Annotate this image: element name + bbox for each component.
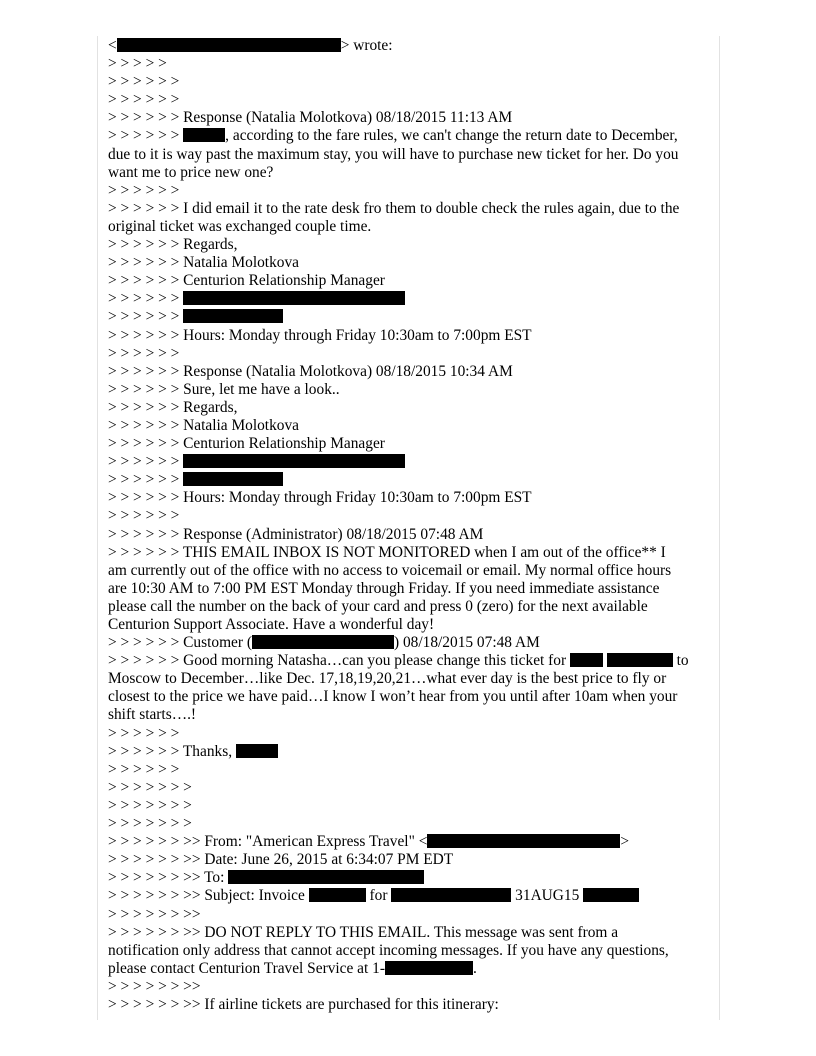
text-line [108, 381, 708, 399]
line-text: . [472, 959, 477, 977]
text-line [108, 200, 708, 218]
line-text: > > > > > > [108, 344, 180, 362]
line-text: please contact Centurion Travel Service at 1- [108, 959, 385, 977]
text-line [108, 37, 708, 55]
line-text: > > > > > > Good morning Natasha…can you please change this ticket for [108, 652, 570, 670]
text-line [108, 887, 708, 905]
line-text: want me to price new one? [108, 163, 274, 181]
redaction-block [309, 888, 366, 902]
text-line [108, 236, 708, 254]
text-line [108, 924, 708, 942]
line-text: for [365, 887, 392, 905]
text-line [108, 453, 708, 471]
text-line [108, 218, 708, 236]
line-text: < [108, 37, 117, 54]
text-line [108, 761, 708, 779]
line-text: > > > > > > [108, 290, 184, 308]
line-text: > > > > > > [108, 91, 180, 109]
line-text: > > > > > > Regards, [108, 398, 238, 416]
line-text: > > > > > > Response (Natalia Molotkova) 08/18/2015 11:13 AM [108, 109, 513, 127]
text-line [108, 562, 708, 580]
line-text: 31AUG15 [511, 887, 584, 905]
email-thread-body [108, 37, 708, 1014]
line-text: > > > > > > [108, 760, 180, 778]
text-line [108, 73, 708, 91]
text-line [108, 942, 708, 960]
redaction-block [252, 635, 394, 649]
line-text: > > > > > > >> DO NOT REPLY TO THIS EMAIL. This message was sent from a [108, 923, 619, 941]
line-text: original ticket was exchanged couple time. [108, 217, 372, 235]
text-line [108, 996, 708, 1014]
line-text: > > > > > > >> [108, 905, 201, 923]
text-line [108, 91, 708, 109]
line-text: please call the number on the back of your card and press 0 (zero) for the next available [108, 597, 648, 615]
line-text: > > > > > > [108, 308, 184, 326]
line-text: notification only address that cannot accept incoming messages. If you have any questions, [108, 941, 669, 959]
line-text: Centurion Support Associate. Have a wonderful day! [108, 616, 435, 633]
line-text: > wrote: [340, 37, 393, 54]
text-line [108, 290, 708, 308]
line-text: > > > > > > Natalia Molotkova [108, 254, 299, 272]
redaction-block [570, 653, 603, 667]
line-text: > > > > > > Natalia Molotkova [108, 416, 299, 434]
line-text: are 10:30 AM to 7:00 PM EST Monday through Friday. If you need immediate assistance [108, 579, 660, 597]
text-line [108, 526, 708, 544]
text-line [108, 254, 708, 272]
text-line [108, 471, 708, 489]
text-line [108, 670, 708, 688]
line-text: > > > > > > THIS EMAIL INBOX IS NOT MONITORED when I am out of the office** I [108, 543, 666, 561]
line-text: > > > > > > > [108, 778, 192, 796]
text-line [108, 616, 708, 634]
text-line [108, 363, 708, 381]
text-line [108, 345, 708, 363]
text-line [108, 743, 708, 761]
redaction-block [183, 128, 225, 142]
line-text: > > > > > > [108, 471, 184, 489]
redaction-block [427, 834, 620, 848]
line-text: > > > > > > > [108, 796, 192, 814]
redaction-block [228, 870, 424, 884]
redaction-block [183, 309, 283, 323]
line-text: > > > > > > >> Subject: Invoice [108, 887, 309, 905]
text-line [108, 978, 708, 996]
line-text: > > > > > > Customer ( [108, 634, 252, 652]
line-text: > [620, 833, 630, 851]
redaction-block [607, 653, 673, 667]
line-text: > > > > > > [108, 181, 180, 199]
line-text: > > > > > > Response (Natalia Molotkova) 08/18/2015 10:34 AM [108, 362, 513, 380]
text-line [108, 182, 708, 200]
text-line [108, 417, 708, 435]
text-line [108, 779, 708, 797]
redaction-block [583, 888, 639, 902]
text-line [108, 797, 708, 815]
text-line [108, 598, 708, 616]
line-text: > > > > > > I did email it to the rate desk fro them to double check the rules again, due to the [108, 199, 680, 217]
page-margin-rule-left [97, 36, 98, 1020]
line-text: > > > > > > Thanks, [108, 742, 236, 760]
line-text: > > > > > > Hours: Monday through Friday 10:30am to 7:00pm EST [108, 326, 532, 344]
line-text: > > > > > > [108, 453, 184, 471]
text-line [108, 851, 708, 869]
line-text: > > > > > > >> [108, 977, 201, 995]
redaction-block [236, 744, 278, 758]
line-text: > > > > > > > [108, 815, 192, 833]
redaction-block [391, 888, 511, 902]
text-line [108, 127, 708, 145]
text-line [108, 308, 708, 326]
line-text: > > > > > > [108, 73, 180, 91]
line-text: > > > > > > >> To: [108, 869, 229, 887]
page-margin-rule-right [719, 36, 720, 1020]
line-text: > > > > > > >> If airline tickets are purchased for this itinerary: [108, 995, 499, 1013]
text-line [108, 725, 708, 743]
line-text: > > > > > > [108, 127, 184, 145]
line-text: Moscow to December…like Dec. 17,18,19,20,21…what ever day is the best price to fly or [108, 670, 667, 688]
text-line [108, 815, 708, 833]
line-text: , according to the fare rules, we can't change the return date to December, [225, 127, 678, 145]
line-text: > > > > > > Centurion Relationship Manager [108, 272, 385, 290]
line-text: due to it is way past the maximum stay, you will have to purchase new ticket for her. Do you [108, 145, 679, 163]
line-text: > > > > > [108, 55, 167, 73]
redaction-block [183, 472, 283, 486]
line-text: > > > > > > Response (Administrator) 08/18/2015 07:48 AM [108, 525, 484, 543]
line-text: > > > > > > Hours: Monday through Friday 10:30am to 7:00pm EST [108, 489, 532, 507]
text-line [108, 399, 708, 417]
line-text: ) 08/18/2015 07:48 AM [394, 634, 540, 652]
line-text: > > > > > > Centurion Relationship Manager [108, 435, 385, 453]
text-line [108, 833, 708, 851]
text-line [108, 580, 708, 598]
redaction-block [183, 291, 405, 305]
line-text: > > > > > > >> From: "American Express Travel" < [108, 833, 428, 851]
text-line [108, 960, 708, 978]
redaction-block [385, 961, 473, 975]
text-line [108, 164, 708, 182]
text-line [108, 55, 708, 73]
text-line [108, 272, 708, 290]
redaction-block [183, 454, 405, 468]
line-text: > > > > > > [108, 507, 180, 525]
text-line [108, 146, 708, 164]
text-line [108, 634, 708, 652]
text-line [108, 507, 708, 525]
line-text: > > > > > > Regards, [108, 236, 238, 254]
line-text: > > > > > > [108, 724, 180, 742]
text-line [108, 109, 708, 127]
text-line [108, 652, 708, 670]
text-line [108, 869, 708, 887]
redaction-block [117, 38, 341, 52]
text-line [108, 906, 708, 924]
text-line [108, 435, 708, 453]
text-line [108, 327, 708, 345]
text-line [108, 489, 708, 507]
line-text: to [672, 652, 689, 670]
line-text: > > > > > > >> Date: June 26, 2015 at 6:34:07 PM EDT [108, 851, 454, 869]
text-line [108, 544, 708, 562]
line-text: > > > > > > Sure, let me have a look.. [108, 380, 340, 398]
line-text: shift starts….! [108, 706, 197, 724]
text-line [108, 688, 708, 706]
text-line [108, 706, 708, 724]
line-text: closest to the price we have paid…I know I won’t hear from you until after 10am when your [108, 688, 678, 706]
line-text: am currently out of the office with no access to voicemail or email. My normal office hours [108, 561, 672, 579]
